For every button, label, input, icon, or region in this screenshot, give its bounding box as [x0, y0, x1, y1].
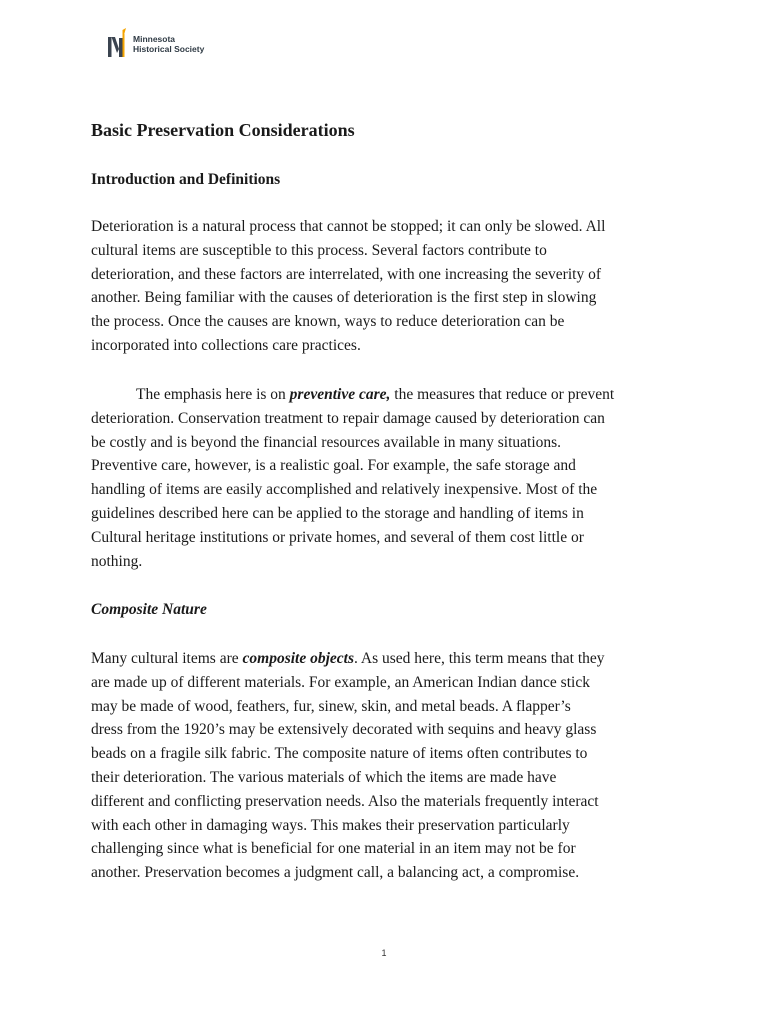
paragraph-deterioration	[91, 215, 691, 358]
text-line: challenging since what is beneficial for one material in an item may not be for	[91, 840, 576, 858]
text-line: guidelines described here can be applied to the storage and handling of items in	[91, 504, 584, 522]
text-line: dress from the 1920’s may be extensively decorated with sequins and heavy glass	[91, 721, 597, 739]
text-line	[91, 647, 691, 671]
text-line: Cultural heritage institutions or private homes, and several of them cost little or	[91, 528, 584, 546]
paragraph-composite-objects	[91, 647, 691, 885]
text-line: deterioration, and these factors are interrelated, with one increasing the severity of	[91, 265, 601, 283]
text-line: may be made of wood, feathers, fur, sinew, skin, and metal beads. A flapper’s	[91, 697, 571, 715]
text-line: different and conflicting preservation needs. Also the materials frequently interact	[91, 792, 599, 810]
text-line: beads on a fragile silk fabric. The composite nature of items often contributes to	[91, 745, 588, 763]
section-heading: Introduction and Definitions	[91, 171, 281, 188]
text-line: their deterioration. The various materials of which the items are made have	[91, 768, 557, 786]
text-segment: . As used here, this term means that they	[354, 650, 605, 667]
logo-line-1: Minnesota	[133, 34, 176, 44]
mhs-logo-icon	[107, 28, 129, 60]
text-line: another. Preservation becomes a judgment call, a balancing act, a compromise.	[91, 864, 580, 882]
emphasis-composite-objects: composite objects	[242, 650, 355, 667]
text-segment: the measures that reduce or prevent	[390, 386, 615, 403]
page-number: 1	[381, 948, 387, 958]
text-line	[91, 383, 691, 407]
text-line: are made up of different materials. For example, an American Indian dance stick	[91, 673, 590, 691]
text-line: incorporated into collections care practices.	[91, 336, 361, 354]
subheading-composite-nature: Composite Nature	[91, 601, 207, 618]
text-line: be costly and is beyond the financial resources available in many situations.	[91, 433, 562, 451]
text-segment: Many cultural items are	[91, 650, 243, 667]
document-title: Basic Preservation Considerations	[91, 120, 355, 140]
logo-wordmark	[133, 34, 204, 54]
logo-line-2: Historical Society	[133, 44, 205, 54]
text-line: Deterioration is a natural process that cannot be stopped; it can only be slowed. All	[91, 218, 606, 235]
emphasis-preventive-care: preventive care,	[289, 386, 391, 403]
organization-logo	[107, 27, 204, 61]
text-line: the process. Once the causes are known, ways to reduce deterioration can be	[91, 313, 565, 331]
text-line: handling of items are easily accomplished and relatively inexpensive. Most of the	[91, 481, 598, 499]
text-line: Preventive care, however, is a realistic goal. For example, the safe storage and	[91, 457, 576, 475]
text-line: deterioration. Conservation treatment to repair damage caused by deterioration can	[91, 409, 605, 427]
text-line: cultural items are susceptible to this process. Several factors contribute to	[91, 241, 547, 259]
text-segment: The emphasis here is on	[136, 386, 290, 403]
text-line: with each other in damaging ways. This makes their preservation particularly	[91, 816, 570, 834]
text-line: another. Being familiar with the causes of deterioration is the first step in slowing	[91, 289, 597, 307]
text-line: nothing.	[91, 552, 143, 570]
paragraph-preventive-care	[91, 383, 691, 573]
